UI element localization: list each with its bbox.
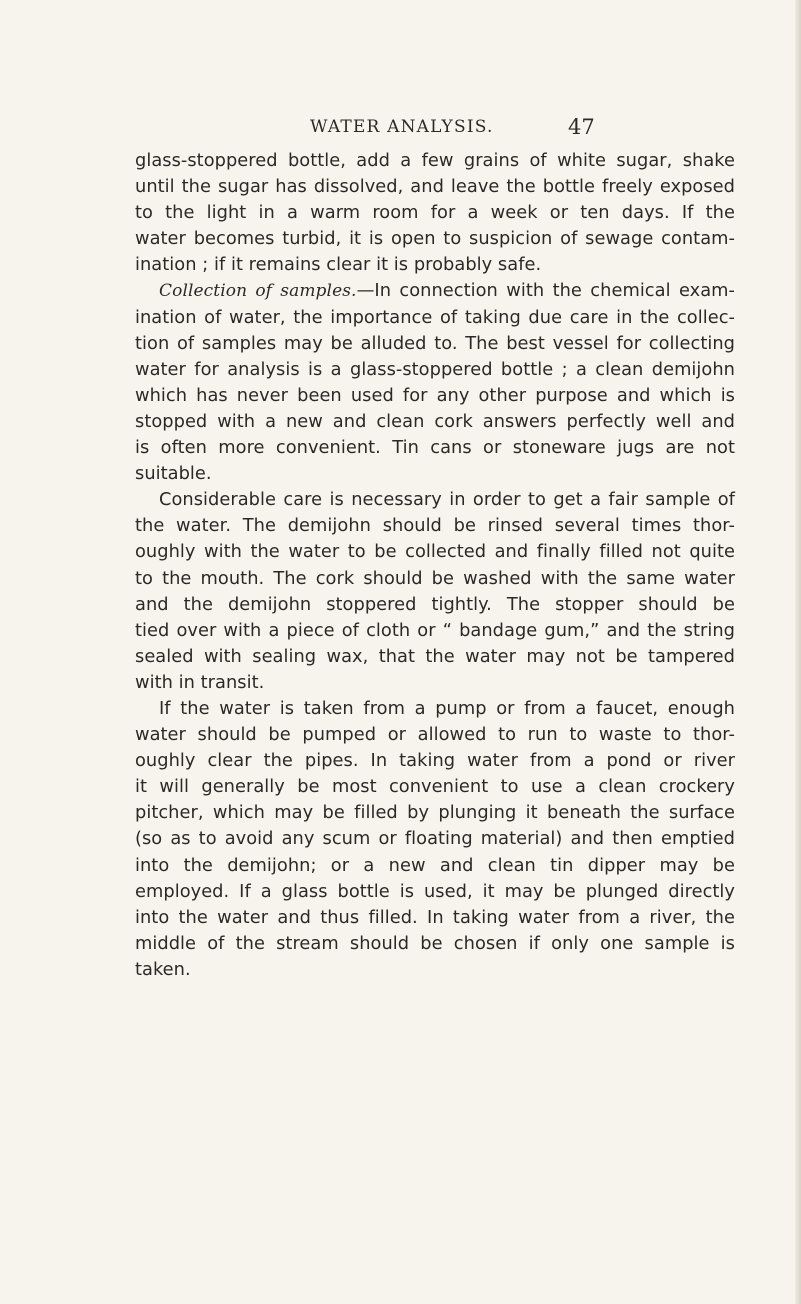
text-line: water becomes turbid, it is open to suspicion of sewage contam- (135, 228, 735, 250)
text-line: is often more convenient. Tin cans or stoneware jugs are not (135, 437, 735, 459)
text-line: tied over with a piece of cloth or “ bandage gum,” and the string (135, 619, 735, 641)
text-line: into the demijohn; or a new and clean tin dipper may be (135, 854, 735, 876)
page-edge (795, 0, 801, 1304)
text-line: Considerable care is necessary in order to get a fair sample of (159, 489, 735, 511)
text-line: tion of samples may be alluded to. The best vessel for collecting (135, 332, 735, 354)
text-line: water for analysis is a glass-stoppered bottle ; a clean demijohn (135, 358, 735, 380)
text-line: oughly clear the pipes. In taking water from a pond or river (135, 750, 735, 772)
text-line: middle of the stream should be chosen if only one sample is (135, 932, 735, 954)
text-line: it will generally be most convenient to use a clean crockery (135, 776, 735, 798)
text-line: the water. The demijohn should be rinsed several times thor- (135, 515, 735, 537)
text-line: into the water and thus filled. In taking water from a river, the (135, 906, 735, 928)
text-line: glass-stoppered bottle, add a few grains of white sugar, shake (135, 150, 735, 171)
page-header (0, 117, 801, 143)
body-text (135, 148, 735, 983)
text-line: water should be pumped or allowed to run to waste to thor- (135, 724, 735, 746)
text-run: —In connection with the chemical exam- (356, 280, 735, 302)
text-line: sealed with sealing wax, that the water may not be tampered (135, 645, 735, 667)
text-line: ination of water, the importance of taking due care in the collec- (135, 306, 735, 328)
text-line: to the light in a warm room for a week or ten days. If the (135, 202, 735, 224)
text-line: taken. (135, 958, 191, 980)
text-line: oughly with the water to be collected and finally filled not quite (135, 541, 735, 563)
text-line: to the mouth. The cork should be washed with the same water (135, 567, 735, 589)
text-line: suitable. (135, 463, 212, 485)
text-line: (so as to avoid any scum or floating material) and then emptied (135, 828, 735, 850)
text-line: stopped with a new and clean cork answers perfectly well and (135, 410, 735, 432)
text-line: which has never been used for any other purpose and which is (135, 384, 735, 406)
text-line-with-heading (135, 278, 735, 304)
text-line: ination ; if it remains clear it is probably safe. (135, 254, 542, 276)
section-heading: Collection of samples. (159, 281, 357, 302)
text-line: If the water is taken from a pump or from a faucet, enough (159, 697, 735, 719)
text-line: pitcher, which may be filled by plunging it beneath the surface (135, 802, 735, 824)
text-line: employed. If a glass bottle is used, it may be plunged directly (135, 880, 735, 902)
running-head: WATER ANALYSIS. (310, 117, 494, 137)
text-line: until the sugar has dissolved, and leave the bottle freely exposed (135, 176, 735, 198)
text-line: and the demijohn stoppered tightly. The stopper should be (135, 593, 735, 615)
page-number: 47 (568, 115, 595, 139)
text-line: with in transit. (135, 671, 265, 693)
